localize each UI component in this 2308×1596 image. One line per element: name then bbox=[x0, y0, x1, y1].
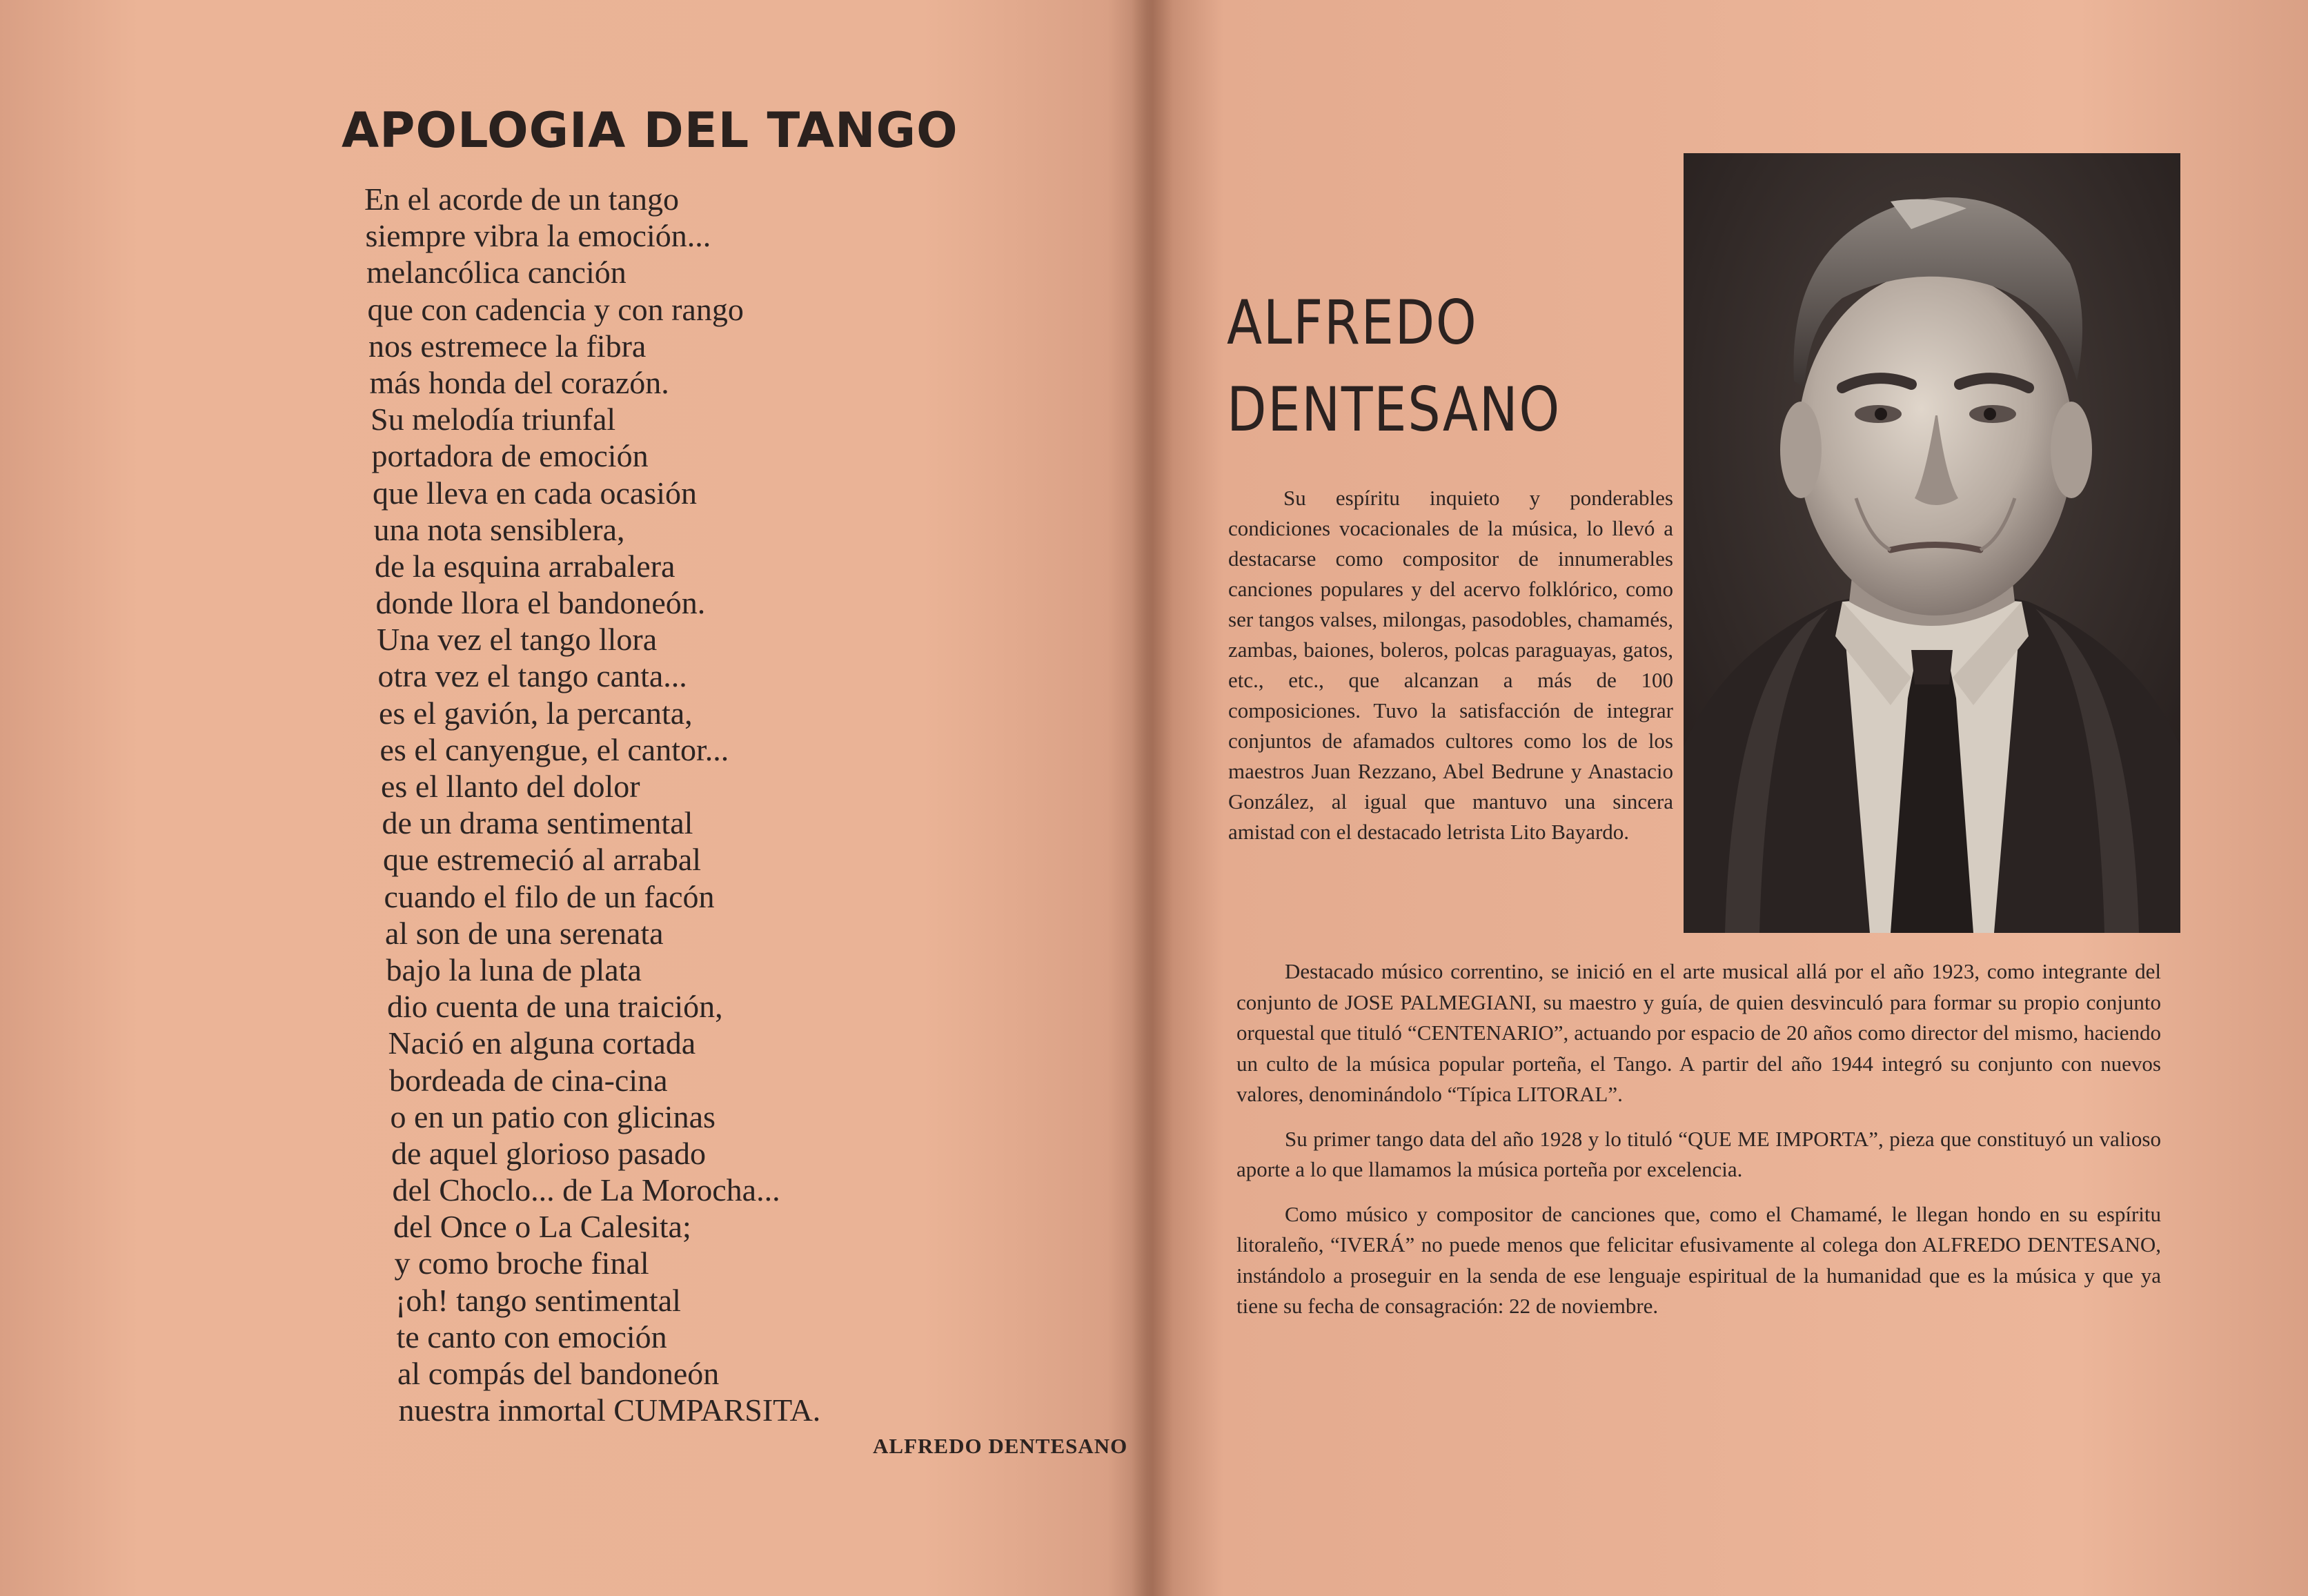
bio-name-heading bbox=[1227, 279, 1619, 453]
poem-line: que estremeció al arrabal bbox=[383, 842, 702, 878]
poem-line: otra vez el tango canta... bbox=[377, 658, 687, 694]
poem-line: te canto con emoción bbox=[396, 1319, 667, 1354]
poem-line: portadora de emoción bbox=[371, 438, 649, 474]
poem-line: es el llanto del dolor bbox=[381, 769, 640, 804]
bio-name-line-2: DENTESANO bbox=[1227, 374, 1561, 445]
poem-line: de aquel glorioso pasado bbox=[391, 1135, 707, 1171]
poem-line: y como broche final bbox=[394, 1245, 649, 1281]
portrait-photo bbox=[1684, 153, 2180, 933]
bio-body bbox=[1236, 956, 2161, 1336]
poem-line: donde llora el bandoneón. bbox=[375, 585, 706, 621]
poem-line: de un drama sentimental bbox=[382, 805, 693, 841]
bio-paragraph-2: Destacado músico correntino, se inició en el arte musical allá por el año 1923, como integrante del conjunto de JOSE PALMEGIANI, su maestro y guía, de quien desvinculó para formar su propio conjunto orquestal que tituló “CENTENARIO”, actuando por espacio de 20 años como director del mismo, haciendo un culto de la música popular porteña, el Tango. A partir del año 1944 integró su conjunto con nuevos valores, denominándolo “Típica LITORAL”. bbox=[1236, 959, 2161, 1106]
bio-name-line-1: ALFREDO bbox=[1227, 287, 1478, 358]
poem-line: ¡oh! tango sentimental bbox=[395, 1282, 681, 1318]
poem-line: Nació en alguna cortada bbox=[388, 1025, 696, 1061]
poem-line: nuestra inmortal CUMPARSITA. bbox=[398, 1392, 821, 1428]
poem-line: o en un patio con glicinas bbox=[390, 1099, 716, 1134]
poem-author: ALFREDO DENTESANO bbox=[873, 1434, 1128, 1458]
poem-title: APOLOGIA DEL TANGO bbox=[342, 102, 958, 159]
poem-line: siempre vibra la emoción... bbox=[365, 218, 711, 254]
poem-line: cuando el filo de un facón bbox=[384, 878, 715, 914]
poem-line: al son de una serenata bbox=[385, 915, 664, 951]
poem-body bbox=[364, 181, 1123, 1428]
poem-line: nos estremece la fibra bbox=[368, 328, 647, 364]
poem-line: de la esquina arrabalera bbox=[375, 548, 675, 584]
poem-line: Su melodía triunfal bbox=[371, 402, 616, 437]
poem-line: En el acorde de un tango bbox=[364, 181, 679, 217]
bio-paragraph-4: Como músico y compositor de canciones que, como el Chamamé, le llegan hondo en su espíritu litoraleño, “IVERÁ” no puede menos que felicitar efusivamente al colega don ALFREDO DENTESANO, instándolo a proseguir en la senda de ese lenguaje espiritual de la humanidad que es la música y que ya tiene su fecha de consagración: 22 de noviembre. bbox=[1236, 1201, 2161, 1318]
bio-paragraph-1: Su espíritu inquieto y ponderables condiciones vocacionales de la música, lo llevó a destacarse como compositor de innumerables canciones populares y del acervo folklórico, como ser tangos valses, milongas, pasodobles, chamamés, zambas, baiones, boleros, polcas paraguayas, gatos, etc., etc., que alcanzan a más de 100 composiciones. Tuvo la satisfacción de integrar conjuntos de afamados cultores como los de los maestros Juan Rezzano, Abel Bedrune y Anastacio González, al igual que mantuvo una sincera amistad con el destacado letrista Lito Bayardo. bbox=[1228, 486, 1673, 844]
poem-line: melancólica canción bbox=[366, 255, 627, 290]
left-page bbox=[0, 0, 1145, 1596]
poem-line: es el canyengue, el cantor... bbox=[379, 731, 729, 767]
bio-paragraph-3: Su primer tango data del año 1928 y lo tituló “QUE ME IMPORTA”, pieza que constituyó un valioso aporte a lo que llamamos la música porteña por excelencia. bbox=[1236, 1126, 2161, 1181]
poem-line: bordeada de cina-cina bbox=[389, 1062, 668, 1098]
poem-line: es el gavión, la percanta, bbox=[379, 695, 693, 731]
poem-line: del Choclo... de La Morocha... bbox=[392, 1172, 780, 1208]
poem-line: dio cuenta de una traición, bbox=[387, 989, 723, 1025]
poem-line: Una vez el tango llora bbox=[377, 622, 658, 658]
poem-line: una nota sensiblera, bbox=[373, 511, 625, 547]
portrait-illustration bbox=[1684, 153, 2180, 933]
poem-line: que lleva en cada ocasión bbox=[373, 475, 697, 511]
poem-line: bajo la luna de plata bbox=[386, 952, 642, 987]
poem-line: que con cadencia y con rango bbox=[367, 291, 744, 327]
poem-line: más honda del corazón. bbox=[369, 364, 669, 400]
poem-line: al compás del bandoneón bbox=[397, 1356, 720, 1391]
poem-line: del Once o La Calesita; bbox=[393, 1209, 691, 1245]
